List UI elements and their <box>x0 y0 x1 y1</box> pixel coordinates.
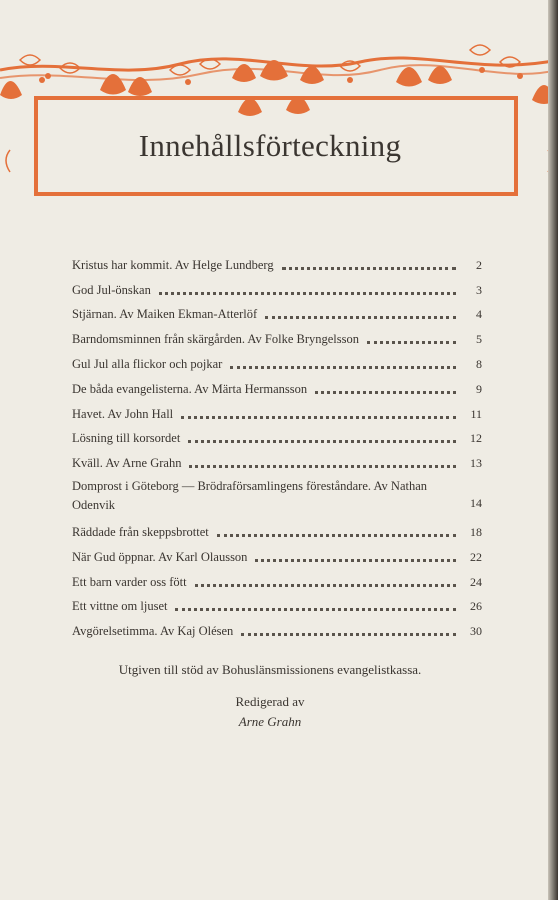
dot-leader <box>175 608 456 611</box>
toc-entry-title: Lösning till korsordet <box>72 431 181 446</box>
dot-leader <box>159 292 456 295</box>
toc-entry <box>72 471 482 515</box>
toc-entry <box>72 372 482 397</box>
dot-leader <box>282 267 456 270</box>
toc-entry-title: När Gud öppnar. Av Karl Olausson <box>72 549 248 564</box>
toc-entry-title: Gul Jul alla flickor och pojkar <box>72 356 223 371</box>
page-title: Innehållsförteckning <box>138 128 402 163</box>
dot-leader <box>230 366 456 369</box>
table-of-contents <box>72 248 482 639</box>
toc-entry <box>72 248 482 273</box>
toc-entry-title: Stjärnan. Av Maiken Ekman-Atterlöf <box>72 307 258 322</box>
toc-entry-title: Kristus har kommit. Av Helge Lundberg <box>72 257 274 272</box>
toc-entry-title: Ett barn varder oss fött <box>72 574 187 589</box>
toc-entry-page: 13 <box>470 456 482 471</box>
dot-leader <box>181 416 456 419</box>
toc-entry-title: Havet. Av John Hall <box>72 406 174 421</box>
dot-leader <box>188 440 456 443</box>
toc-entry <box>72 347 482 372</box>
publisher-note: Utgiven till stöd av Bohuslänsmissionens evangelistkassa. <box>118 662 422 677</box>
toc-entry-title: Avgörelsetimma. Av Kaj Olésen <box>72 624 234 639</box>
toc-entry-title: Domprost i Göteborg — Brödraförsamlingens föreståndare. Av Nathan Odenvik <box>72 479 428 513</box>
toc-entry <box>72 614 482 639</box>
dot-leader <box>367 341 456 344</box>
toc-entry <box>72 515 482 540</box>
toc-entry <box>72 298 482 323</box>
dot-leader <box>217 534 456 537</box>
toc-entry-title: God Jul-önskan <box>72 282 151 297</box>
toc-entry-page: 12 <box>470 431 482 446</box>
toc-entry <box>72 590 482 615</box>
toc-entry <box>72 422 482 447</box>
dot-leader <box>315 391 456 394</box>
toc-entry <box>72 273 482 298</box>
toc-entry <box>72 397 482 422</box>
toc-entry-title: De båda evangelisterna. Av Märta Hermansson <box>72 381 308 396</box>
toc-entry <box>72 446 482 471</box>
dot-leader <box>265 316 456 319</box>
toc-entry-page: 9 <box>476 381 482 396</box>
toc-entry-page: 8 <box>476 356 482 371</box>
toc-entry-title: Räddade från skeppsbrottet <box>72 524 209 539</box>
dot-leader <box>255 559 456 562</box>
edited-by-label: Redigerad av <box>235 694 305 709</box>
dot-leader <box>195 584 456 587</box>
toc-entry-title: Kväll. Av Arne Grahn <box>72 456 182 471</box>
toc-entry-page: 14 <box>470 496 482 511</box>
toc-entry-page: 5 <box>476 332 482 347</box>
toc-entry-page: 26 <box>470 599 482 614</box>
dot-leader <box>189 465 456 468</box>
dot-leader <box>241 633 456 636</box>
toc-entry-page: 22 <box>470 549 482 564</box>
page-edge <box>548 0 558 900</box>
toc-entry <box>72 565 482 590</box>
toc-entry-page: 11 <box>470 406 482 421</box>
toc-entry <box>72 540 482 565</box>
toc-entry-page: 30 <box>470 624 482 639</box>
editor-name: Arne Grahn <box>238 714 302 729</box>
toc-entry-page: 18 <box>470 524 482 539</box>
toc-entry-page: 24 <box>470 574 482 589</box>
toc-entry-page: 4 <box>476 307 482 322</box>
toc-entry-page: 3 <box>476 282 482 297</box>
toc-entry-title: Barndomsminnen från skärgården. Av Folke Bryngelsson <box>72 332 359 347</box>
toc-entry-title: Ett vittne om ljuset <box>72 599 168 614</box>
toc-entry-page: 2 <box>476 257 482 272</box>
toc-entry <box>72 322 482 347</box>
